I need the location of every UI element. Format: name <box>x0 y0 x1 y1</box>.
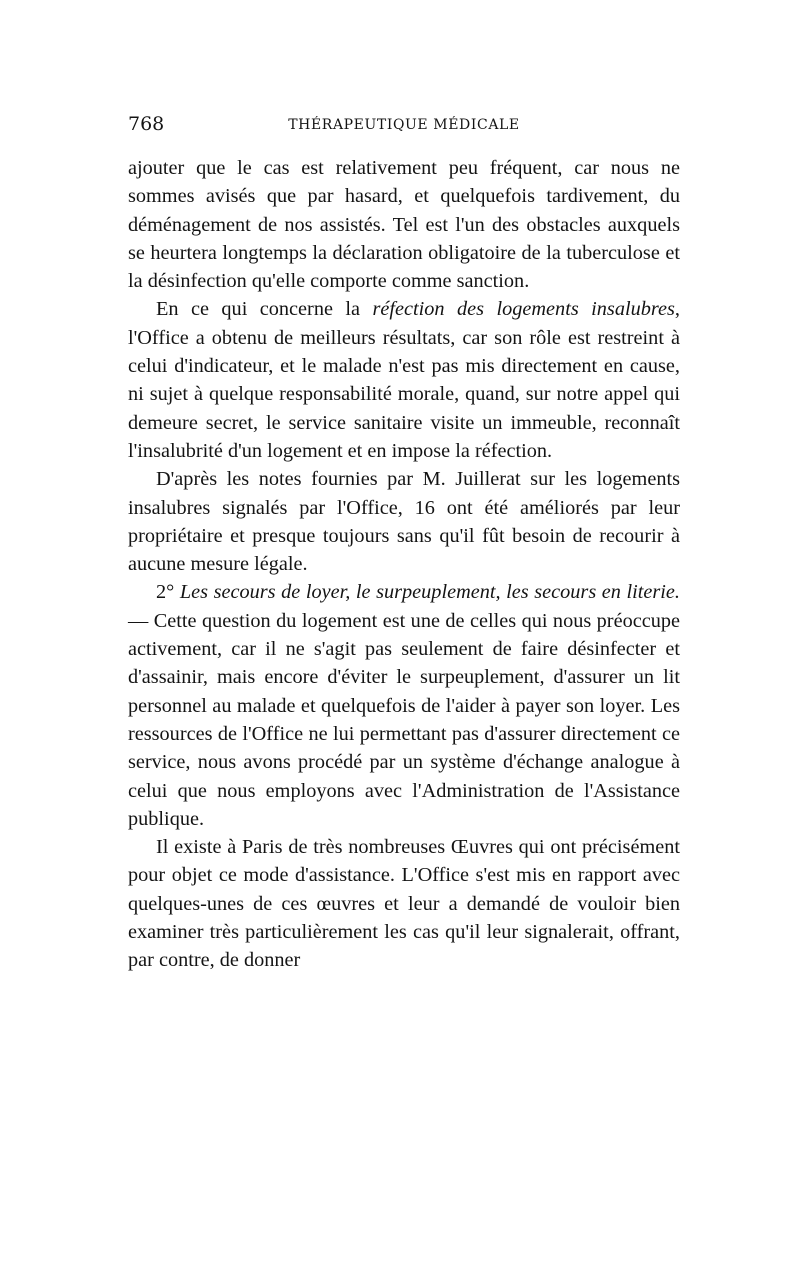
running-title: THÉRAPEUTIQUE MÉDICALE <box>288 117 520 133</box>
paragraph-2-italic-term: réfection des logements insalubres <box>372 298 675 321</box>
section-number: 2° <box>156 581 175 604</box>
section-heading: Les secours de loyer, le surpeuplement, les secours en literie. <box>179 581 680 604</box>
paragraph-2 <box>128 295 680 465</box>
paragraph-2-text-end: , l'Office a obtenu de meilleurs résultats, car son rôle est restreint à celui d'indicateur, et le malade n'est pas mis directement en cause, ni sujet à quelque responsabilité morale, quand, sur notre appel qui demeure secret, le service sanitaire visite un immeuble, reconnaît l'insalubrité d'un logement et en impose la réfection. <box>128 298 680 462</box>
paragraph-4 <box>128 578 680 833</box>
page-number: 768 <box>128 113 165 135</box>
paragraph-5: Il existe à Paris de très nombreuses Œuvres qui ont précisément pour objet ce mode d'assistance. L'Office s'est mis en rapport avec quelques-unes de ces œuvres et leur a demandé de vouloir bien examiner très particulièrement les cas qu'il leur signalerait, offrant, par contre, de donner <box>128 836 680 972</box>
paragraph-1: ajouter que le cas est relativement peu fréquent, car nous ne sommes avisés que par hasard, et quelquefois tardivement, du déménagement de nos assistés. Tel est l'un des obstacles auxquels se heurtera longtemps la déclaration obligatoire de la tuberculose et la désinfection qu'elle comporte comme sanction. <box>128 157 680 293</box>
book-page <box>128 112 680 975</box>
running-head <box>128 112 680 142</box>
body-text <box>128 154 680 975</box>
paragraph-4-text: — Cette question du logement est une de celles qui nous préoccupe activement, car il ne s'agit pas seulement de faire désinfecter et d'assainir, mais encore d'éviter le surpeuplement, d'assurer un lit personnel au malade et quelquefois de l'aider à payer son loyer. Les ressources de l'Office ne lui permettant pas d'assurer directement ce service, nous avons procédé par un système d'échange analogue à celui que nous employons avec l'Administration de l'Assistance publique. <box>128 609 680 830</box>
paragraph-3: D'après les notes fournies par M. Juillerat sur les logements insalubres signalés par l'Office, 16 ont été améliorés par leur propriétaire et presque toujours sans qu'il fût besoin de recourir à aucune mesure légale. <box>128 468 680 576</box>
paragraph-2-text-start: En ce qui concerne la <box>156 298 373 321</box>
